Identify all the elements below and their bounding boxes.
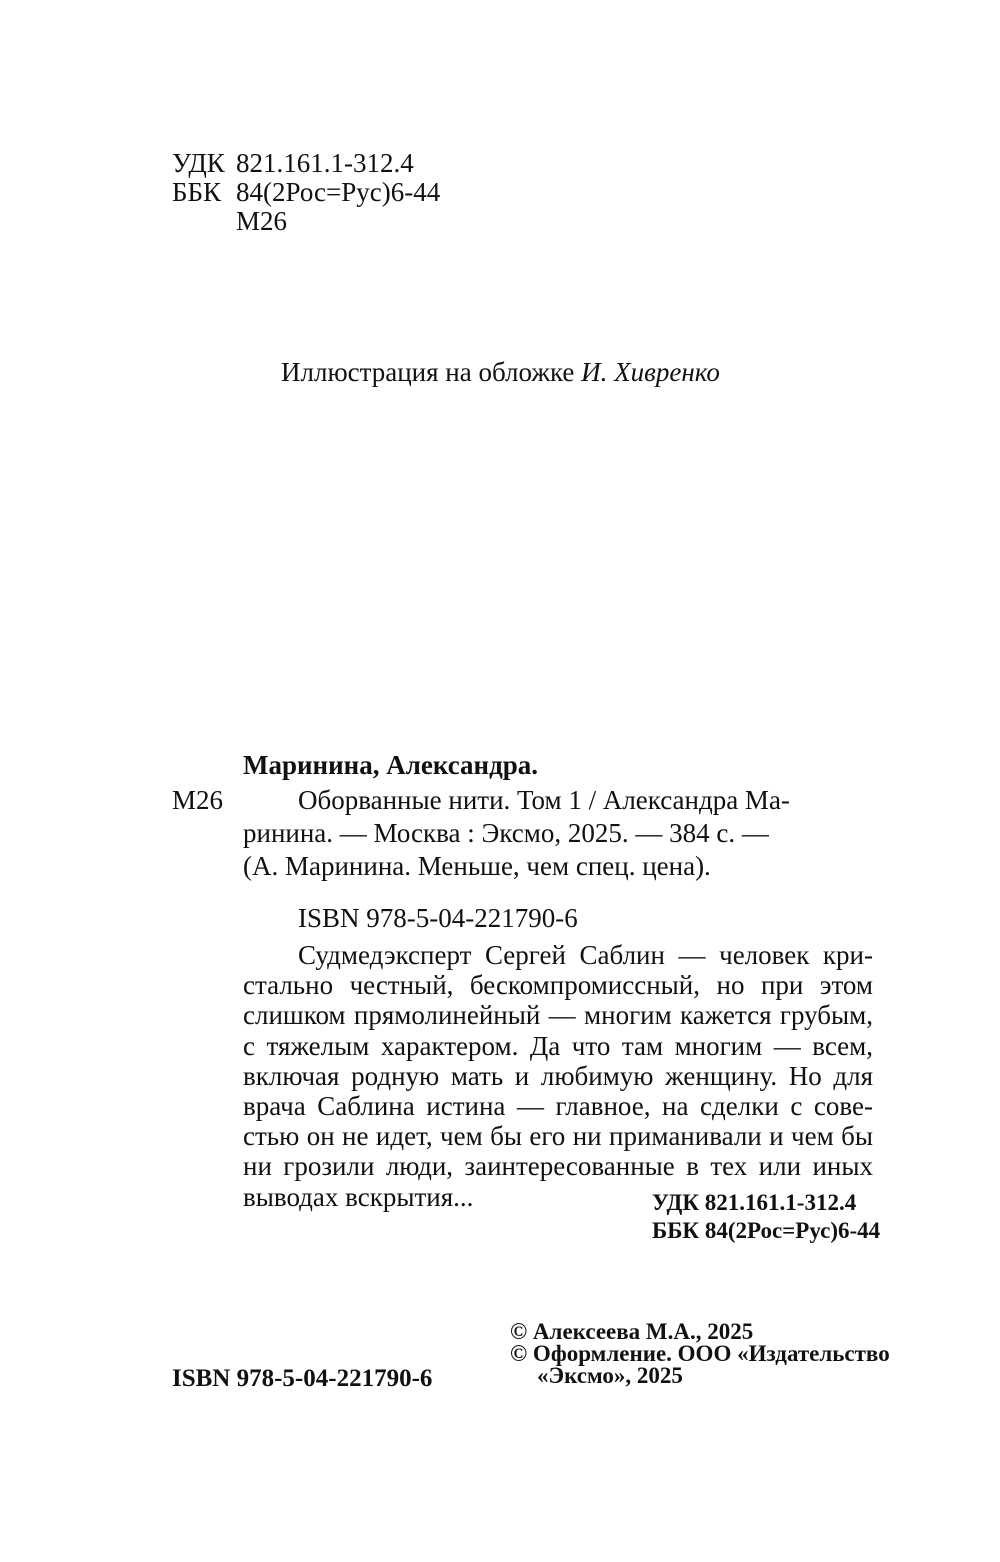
illustration-text: Иллюстрация на обложке bbox=[281, 357, 582, 387]
udk-value: 821.161.1-312.4 bbox=[236, 148, 414, 178]
annotation-line: ни грозили люди, заинтересованные в тех или иных bbox=[243, 1151, 873, 1182]
right-udk: УДК 821.161.1-312.4 bbox=[652, 1190, 857, 1215]
author-sign-line bbox=[172, 206, 287, 236]
bbk-line bbox=[172, 177, 440, 207]
illustration-credit bbox=[281, 357, 720, 387]
annotation-line: слишком прямолинейный — многим кажется грубым, bbox=[243, 1000, 873, 1031]
author-sign-bib: М26 bbox=[172, 785, 224, 815]
udk-line bbox=[172, 148, 414, 178]
annotation-line: выводах вскрытия... bbox=[243, 1181, 474, 1212]
copyright-author: © Алексеева М.А., 2025 bbox=[510, 1319, 754, 1344]
annotation-line: с тяжелым характером. Да что там многим — всем, bbox=[243, 1030, 873, 1061]
bib-isbn: ISBN 978-5-04-221790-6 bbox=[298, 903, 578, 933]
footer-isbn: ISBN 978-5-04-221790-6 bbox=[172, 1365, 433, 1392]
bib-line-2: ринина. — Москва : Эксмо, 2025. — 384 с. — bbox=[243, 818, 769, 848]
annotation-line: Судмедэксперт Сергей Саблин — человек кри- bbox=[298, 940, 873, 970]
bib-line-3: (А. Маринина. Меньше, чем спец. цена). bbox=[243, 851, 711, 881]
copyright-design-cont: «Эксмо», 2025 bbox=[537, 1363, 683, 1388]
annotation-line: стью он не идет, чем бы его ни приманивали и чем бы bbox=[243, 1121, 873, 1152]
annotation bbox=[243, 940, 873, 1212]
author-sign-top: М26 bbox=[236, 206, 288, 236]
annotation-line: врача Саблина истина — главное, на сделки с сове- bbox=[243, 1091, 873, 1122]
right-bbk: ББК 84(2Рос=Рус)6-44 bbox=[652, 1218, 881, 1243]
bbk-value: 84(2Рос=Рус)6-44 bbox=[236, 177, 441, 207]
copyright-design: © Оформление. ООО «Издательство bbox=[510, 1341, 890, 1366]
bib-line-1: Оборванные нити. Том 1 / Александра Ма- bbox=[298, 785, 790, 815]
annotation-line: стально честный, бескомпромиссный, но при этом bbox=[243, 970, 873, 1001]
udk-label: УДК bbox=[172, 148, 225, 178]
author-heading: Маринина, Александра. bbox=[243, 750, 539, 780]
annotation-line: включая родную мать и любимую женщину. Но для bbox=[243, 1060, 873, 1091]
illustration-artist: И. Хивренко bbox=[581, 357, 720, 387]
bbk-label: ББК bbox=[172, 177, 222, 207]
